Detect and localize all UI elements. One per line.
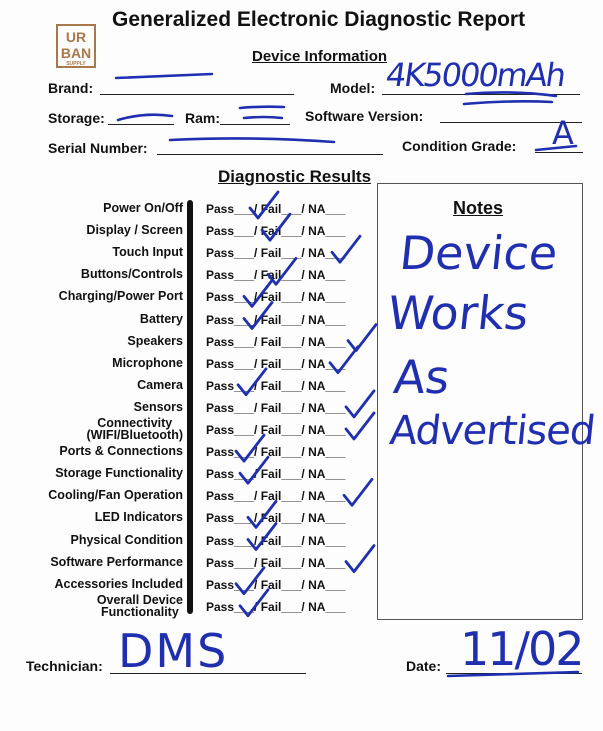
ram-scribble-2	[244, 117, 282, 118]
diagnostic-row-label: Sensors	[133, 399, 183, 414]
diagnostic-row-label: Storage Functionality	[55, 466, 183, 481]
diagnostic-row-label: Power On/Off	[103, 201, 183, 215]
diagnostic-row-label: Charging/Power Port	[58, 289, 183, 304]
diagnostic-results-heading: Diagnostic Results	[218, 167, 372, 186]
notes-line-2: Works	[385, 286, 532, 340]
diagnostic-row-options: Pass___/ Fail___/ NA___	[206, 533, 346, 548]
notes-line-3: As	[391, 350, 453, 404]
check-mark	[262, 214, 290, 240]
diagnostic-row-label: Microphone	[112, 355, 183, 370]
check-mark	[344, 479, 372, 505]
diagnostic-row-options: Pass___/ Fail___/ NA___	[206, 246, 346, 261]
diagnostic-row-options: Pass___/ Fail___/ NA___	[206, 202, 346, 216]
serial-number-label: Serial Number:	[48, 140, 148, 156]
diagnostic-row-options: Pass___/ Fail___/ NA___	[206, 511, 346, 526]
technician-label: Technician:	[26, 658, 103, 674]
diagnostic-row-label: Camera	[137, 377, 183, 392]
model-value: 4K5000mAh	[383, 56, 567, 94]
diagnostic-row-options: Pass___/ Fail___/ NA___	[206, 400, 346, 415]
check-mark	[244, 303, 272, 329]
software-version-label: Software Version:	[305, 108, 424, 124]
check-mark	[248, 524, 276, 550]
condition-grade-label: Condition Grade:	[402, 138, 517, 154]
diagnostic-row-options: Pass___/ Fail___/ NA___	[206, 467, 346, 482]
logo-line-1: UR	[65, 29, 87, 45]
check-mark	[244, 280, 272, 306]
date-value: 11/02	[460, 622, 583, 676]
software-scribble	[466, 92, 556, 96]
diagnostic-row-options: Pass___/ Fail___/ NA___	[206, 599, 346, 614]
check-mark	[346, 546, 374, 572]
diagnostic-row-label: Buttons/Controls	[80, 267, 183, 282]
date-label: Date:	[406, 658, 442, 674]
model-label: Model:	[330, 80, 376, 96]
notes-line-4: Advertised	[387, 408, 597, 454]
storage-label: Storage:	[48, 110, 105, 126]
check-mark	[236, 568, 264, 594]
diagnostic-row-label: Touch Input	[112, 245, 183, 260]
diagnostic-row-options: Pass___/ Fail___/ NA___	[206, 356, 346, 371]
serial-scribble	[170, 138, 334, 142]
check-mark	[332, 236, 360, 262]
diagnostic-row-label: Battery	[139, 311, 183, 326]
brand-label: Brand:	[48, 80, 94, 96]
condition-grade-value: A	[552, 114, 574, 152]
diagnostic-row-options: Pass___/ Fail___/ NA___	[206, 577, 346, 592]
ram-label: Ram:	[185, 110, 221, 126]
report-title: Generalized Electronic Diagnostic Report	[112, 8, 526, 31]
condition-scribble	[536, 146, 576, 150]
diagnostic-row-options: Pass___/ Fail___/ NA___	[206, 378, 346, 393]
diagnostic-row-label: Speakers	[127, 333, 183, 348]
logo-line-2: BAN	[60, 45, 92, 61]
check-mark	[236, 435, 264, 461]
diagnostic-row-options: Pass___/ Fail___/ NA___	[206, 312, 346, 327]
software-scribble-2	[464, 101, 552, 104]
check-mark	[348, 325, 376, 351]
check-mark	[248, 501, 276, 527]
technician-value: DMS	[118, 624, 229, 678]
diagnostic-row-label: Software Performance	[50, 554, 183, 569]
device-info-heading: Device Information	[252, 48, 388, 65]
diagnostic-row-label: Connectivity (WIFI/Bluetooth)	[86, 416, 183, 442]
diagnostic-row-options: Pass___/ Fail___/ NA___	[206, 268, 346, 283]
date-underline	[448, 672, 578, 676]
diagnostic-row-label: LED Indicators	[94, 510, 183, 525]
notes-line-1: Device	[397, 226, 561, 280]
ram-scribble	[240, 107, 284, 108]
diagnostic-row-options: Pass___/ Fail___/ NA___	[206, 445, 346, 460]
diagnostic-row-options: Pass___/ Fail___/ NA___	[206, 290, 346, 305]
check-mark	[250, 192, 278, 218]
check-mark	[238, 369, 266, 395]
logo-sub: SUPPLY	[66, 61, 86, 67]
brand-scribble	[116, 74, 212, 78]
diagnostic-row-label: Cooling/Fan Operation	[48, 488, 183, 503]
check-mark	[346, 413, 374, 439]
diagnostic-row-label: Accessories Included	[54, 576, 183, 591]
diagnostic-row-label: Overall Device Functionality	[96, 592, 183, 619]
diagnostic-row-options: Pass___/ Fail___/ NA___	[206, 489, 346, 504]
notes-heading: Notes	[453, 198, 504, 218]
diagnostic-row-label: Display / Screen	[86, 223, 183, 238]
check-mark	[346, 391, 374, 417]
check-mark	[330, 347, 358, 373]
diagnostic-row-options: Pass___/ Fail___/ NA___	[206, 224, 346, 239]
diagnostic-row-options: Pass___/ Fail___/ NA___	[206, 555, 346, 570]
diagnostic-row-options: Pass___/ Fail___/ NA___	[206, 334, 346, 349]
diagnostic-row-label: Ports & Connections	[59, 444, 183, 459]
storage-scribble	[118, 115, 172, 120]
diagnostic-row-label: Physical Condition	[70, 532, 183, 547]
diagnostic-row-options: Pass___/ Fail___/ NA___	[206, 423, 346, 437]
